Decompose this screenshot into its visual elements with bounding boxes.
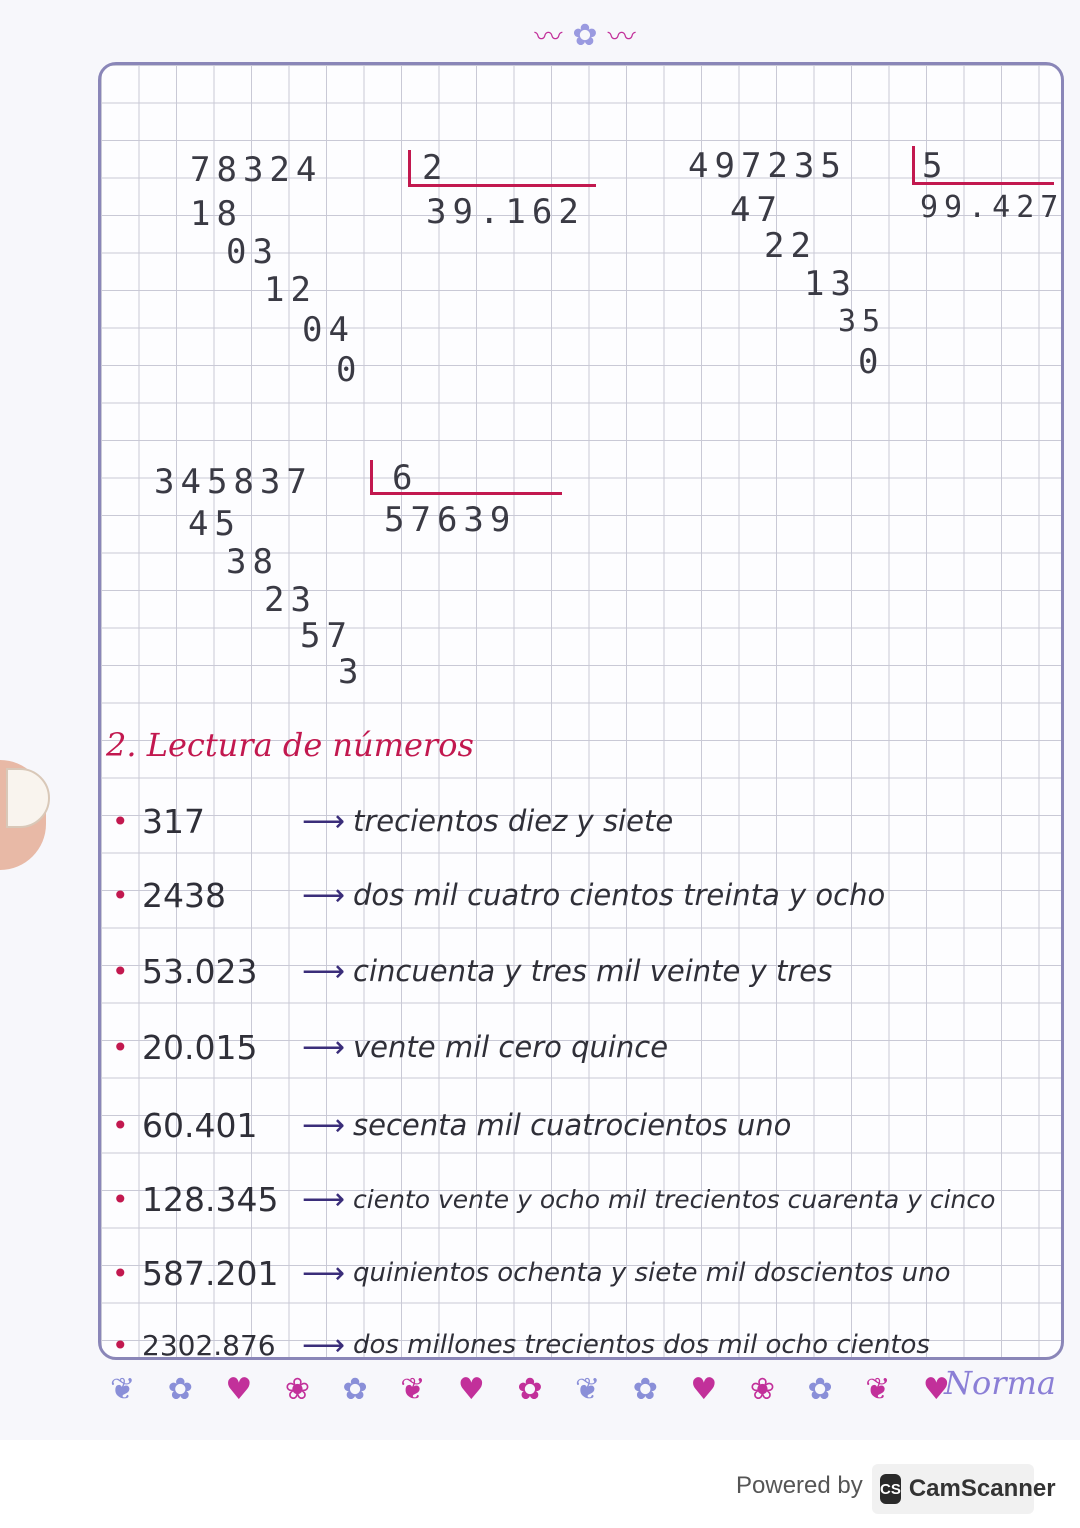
divisor: 5 — [922, 146, 949, 186]
number-words: dos millones trecientos dos mil ocho cientos — [353, 1330, 930, 1360]
step: 0 — [858, 342, 885, 382]
flower-icon: ✿ — [517, 1371, 543, 1407]
step: 04 — [302, 310, 355, 350]
step: 47 — [730, 190, 783, 230]
dividend: 497235 — [688, 146, 847, 186]
list-item — [112, 870, 885, 920]
camscanner-badge[interactable] — [872, 1464, 1056, 1514]
wave-icon: 〰 — [534, 20, 563, 53]
tulip-icon: ❀ — [284, 1371, 310, 1407]
number-words: trecientos diez y siete — [353, 804, 674, 838]
number-value: 317 — [142, 801, 205, 841]
divisor: 2 — [422, 148, 449, 188]
number-words: ciento vente y ocho mil trecientos cuarenta y cinco — [353, 1184, 996, 1214]
list-item — [112, 1022, 668, 1072]
step: 22 — [764, 226, 817, 266]
powered-by-label: Powered by — [736, 1472, 863, 1499]
leaf-icon: ❦ — [575, 1371, 601, 1407]
list-item — [112, 946, 832, 996]
dividend: 78324 — [190, 150, 323, 190]
number-value: 128.345 — [142, 1179, 279, 1219]
number-value: 2302.876 — [142, 1328, 276, 1362]
arrow-icon: ⟶ — [302, 1181, 346, 1217]
arrow-icon: ⟶ — [302, 1255, 346, 1291]
number-words: cincuenta y tres mil veinte y tres — [353, 954, 833, 988]
list-item — [112, 1174, 995, 1224]
step: 45 — [188, 504, 241, 544]
divisor: 6 — [392, 458, 419, 498]
bullet-icon: • — [112, 1030, 129, 1064]
flower-icon: ✿ — [632, 1371, 658, 1407]
number-value: 587.201 — [142, 1253, 279, 1293]
step: 35 — [838, 304, 887, 339]
quotient: 39.162 — [426, 192, 585, 232]
number-value: 2438 — [142, 875, 226, 915]
quotient: 57639 — [384, 500, 517, 540]
leaf-icon: ❦ — [400, 1371, 426, 1407]
flower-icon: ✿ — [342, 1371, 368, 1407]
heart-icon: ♥ — [457, 1371, 485, 1407]
arrow-icon: ⟶ — [302, 877, 346, 913]
heart-icon: ♥ — [690, 1371, 718, 1407]
tulip-icon: ❀ — [749, 1371, 775, 1407]
quotient: 99.427 — [920, 190, 1065, 225]
step: 03 — [226, 232, 279, 272]
flower-icon: ✿ — [167, 1371, 193, 1407]
leaf-icon: ❦ — [110, 1371, 136, 1407]
number-words: dos mil cuatro cientos treinta y ocho — [353, 878, 886, 912]
division-bracket-vertical — [912, 146, 915, 184]
wave-icon: 〰 — [607, 20, 636, 53]
arrow-icon: ⟶ — [302, 1029, 346, 1065]
list-item — [112, 1100, 791, 1150]
step: 18 — [190, 194, 243, 234]
division-bracket-vertical — [408, 150, 411, 186]
dividend: 345837 — [154, 462, 313, 502]
number-value: 53.023 — [142, 951, 258, 991]
arrow-icon: ⟶ — [302, 1327, 346, 1363]
division-bracket-vertical — [370, 460, 373, 494]
arrow-icon: ⟶ — [302, 803, 346, 839]
list-item — [112, 1320, 930, 1370]
number-words: secenta mil cuatrocientos uno — [353, 1108, 792, 1142]
flower-icon: ✿ — [807, 1371, 833, 1407]
heart-icon: ♥ — [225, 1371, 253, 1407]
bullet-icon: • — [112, 1182, 129, 1216]
step: 23 — [264, 580, 317, 620]
bullet-icon: • — [112, 878, 129, 912]
step: 12 — [264, 270, 317, 310]
list-item — [112, 1248, 951, 1298]
arrow-icon: ⟶ — [302, 1107, 346, 1143]
heart-icon: ♥ — [922, 1371, 950, 1407]
step: 38 — [226, 542, 279, 582]
bullet-icon: • — [112, 1256, 129, 1290]
camscanner-logo-icon: CS — [880, 1474, 901, 1504]
number-words: vente mil cero quince — [353, 1030, 669, 1064]
step: 0 — [336, 350, 363, 390]
top-decoration — [455, 12, 715, 58]
section-heading: 2. Lectura de números — [106, 726, 474, 764]
step: 57 — [300, 616, 353, 656]
bullet-icon: • — [112, 1328, 129, 1362]
number-words: quinientos ochenta y siete mil doscientos uno — [353, 1258, 951, 1288]
bullet-icon: • — [112, 804, 129, 838]
footer-decoration — [110, 1364, 950, 1414]
step: 3 — [338, 652, 365, 692]
camscanner-name: CamScanner — [908, 1475, 1056, 1502]
list-item — [112, 796, 673, 846]
bullet-icon: • — [112, 954, 129, 988]
signature: Norma — [944, 1364, 1056, 1402]
flower-icon: ✿ — [572, 17, 598, 53]
number-value: 60.401 — [142, 1105, 258, 1145]
arrow-icon: ⟶ — [302, 953, 346, 989]
leaf-icon: ❦ — [865, 1371, 891, 1407]
number-value: 20.015 — [142, 1027, 258, 1067]
bullet-icon: • — [112, 1108, 129, 1142]
step: 13 — [804, 264, 857, 304]
